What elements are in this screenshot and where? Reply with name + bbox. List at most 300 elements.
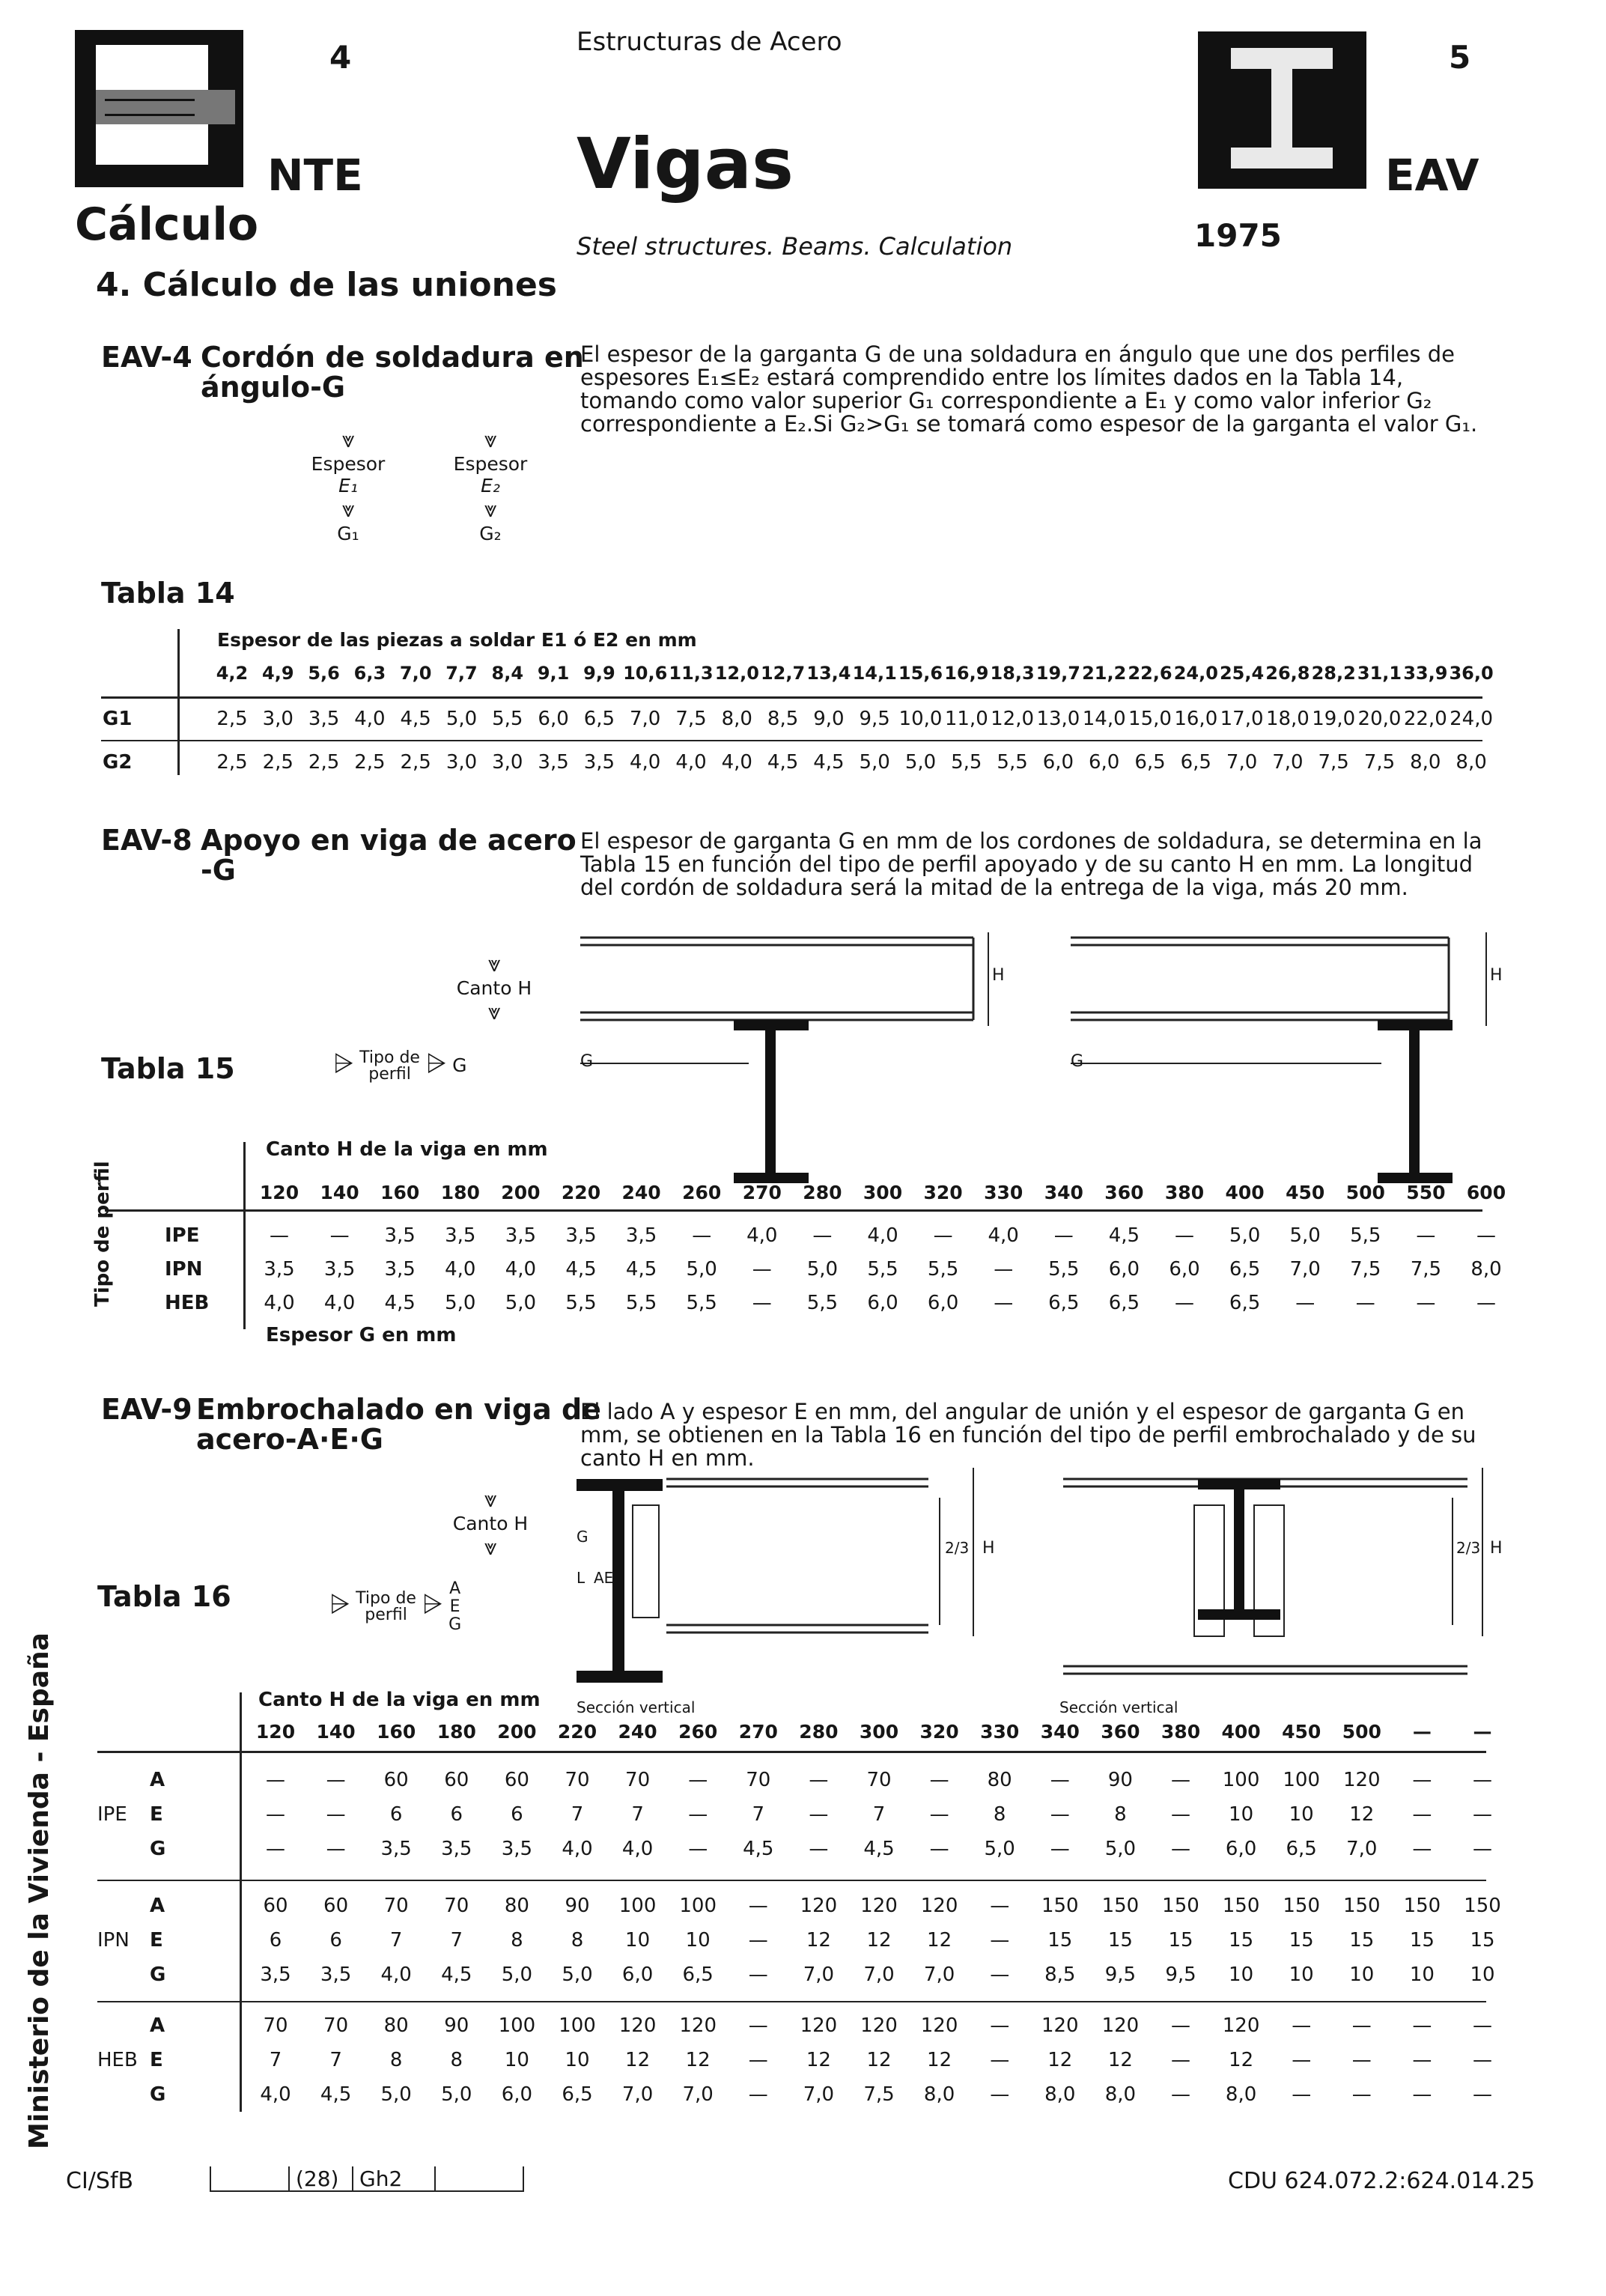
tabla16-header: Canto H de la viga en mm xyxy=(258,1689,541,1711)
table-header-cell: 600 xyxy=(1466,1182,1506,1203)
table-cell: 4,5 xyxy=(441,1964,472,1986)
ministry-sidebar: Ministerio de la Vivienda - España xyxy=(24,1633,55,2149)
table-cell: — xyxy=(990,1895,1010,1917)
table-cell: 3,5 xyxy=(260,1964,291,1986)
table-cell: 8 xyxy=(389,2049,403,2071)
table-header-cell: 360 xyxy=(1101,1721,1140,1743)
table-cell: 12 xyxy=(927,1929,952,1952)
table-cell: 6,5 xyxy=(562,2083,593,2106)
table-header-cell: 120 xyxy=(255,1721,296,1743)
table-header-cell: 280 xyxy=(803,1182,842,1203)
table-cell: 5,0 xyxy=(1104,1838,1137,1860)
table-cell: 8,0 xyxy=(1225,2083,1257,2106)
eav9-heading: Embrochalado en viga de xyxy=(196,1393,601,1426)
table-cell: 5,0 xyxy=(505,1292,537,1314)
page-title: Vigas xyxy=(577,124,794,205)
table-cell: 7,0 xyxy=(803,1964,835,1986)
table-header-cell: 21,2 xyxy=(1082,663,1127,684)
table-cell: 5,0 xyxy=(445,708,478,730)
table-header-cell: 9,9 xyxy=(583,663,615,684)
table-cell: 15 xyxy=(1047,1929,1073,1952)
table-cell: 6,5 xyxy=(1286,1838,1317,1860)
table-header-cell: 7,7 xyxy=(445,663,478,684)
table-cell: 3,5 xyxy=(625,1224,657,1247)
eav9-code: EAV-9 xyxy=(101,1393,192,1426)
table-cell: 7,0 xyxy=(803,2083,835,2106)
table-cell: 12 xyxy=(866,2049,892,2071)
footer-cdu: CDU 624.072.2:624.014.25 xyxy=(1228,2168,1536,2194)
table-cell: — xyxy=(994,1292,1014,1314)
table-cell: 120 xyxy=(1101,2014,1140,2037)
page-number-right: 5 xyxy=(1449,39,1471,76)
table-cell: 9,5 xyxy=(859,708,890,730)
english-subtitle: Steel structures. Beams. Calculation xyxy=(577,232,1013,261)
table-cell: 4,0 xyxy=(630,751,661,774)
table-cell: 5,0 xyxy=(806,1258,839,1281)
table-cell: 9,5 xyxy=(1104,1964,1137,1986)
table-cell: — xyxy=(688,1769,708,1791)
table-cell: — xyxy=(994,1258,1014,1281)
table-cell: 20,0 xyxy=(1357,708,1402,730)
table-cell: 8,0 xyxy=(1456,751,1487,774)
table-header-cell: 300 xyxy=(863,1182,903,1203)
table-header-cell: 13,4 xyxy=(806,663,851,684)
table-header-cell: 340 xyxy=(1040,1721,1080,1743)
table-cell: 5,5 xyxy=(625,1292,657,1314)
table-header-cell: — xyxy=(1473,1721,1492,1743)
footer-box2: Gh2 xyxy=(359,2166,403,2191)
table-cell: — xyxy=(929,1803,949,1826)
table-header-cell: 330 xyxy=(980,1721,1020,1743)
table-cell: — xyxy=(1412,2014,1432,2037)
table-header-cell: 240 xyxy=(621,1182,661,1203)
table-header-cell: 8,4 xyxy=(491,663,524,684)
table-cell: 5,0 xyxy=(984,1838,1015,1860)
table-cell: — xyxy=(266,1769,285,1791)
table-cell: — xyxy=(1473,1838,1492,1860)
table-cell: 8 xyxy=(511,1929,523,1952)
table-header-cell: 400 xyxy=(1225,1182,1265,1203)
table-cell: 5,0 xyxy=(562,1964,593,1986)
table-header-cell: 380 xyxy=(1161,1721,1201,1743)
table-cell: 3,5 xyxy=(384,1224,416,1247)
eav8-h-left: H xyxy=(992,966,1005,985)
table-header-cell: 120 xyxy=(259,1182,299,1203)
table-cell: 3,5 xyxy=(320,1964,352,1986)
table-cell: 70 xyxy=(323,2014,349,2037)
flow-g: G xyxy=(448,1615,462,1634)
arrow-icon: ⩔ xyxy=(484,427,497,453)
table-cell: 15 xyxy=(1229,1929,1254,1952)
tabla15-side: Tipo de perfil xyxy=(91,1161,114,1307)
table-cell: 3,5 xyxy=(441,1838,472,1860)
table-cell: 6 xyxy=(511,1803,523,1826)
eav9-h-left: H xyxy=(982,1539,995,1558)
table-cell: 15 xyxy=(1289,1929,1314,1952)
eav9-frac-right: 2/3 xyxy=(1456,1539,1481,1557)
table-header-cell: 330 xyxy=(984,1182,1023,1203)
eav9-paragraph: El lado A y espesor E en mm, del angular de unión y el espesor de garganta G en mm, se obtienen en la Tabla 16 en función del tipo de perfil embrochalado y de su canto H en mm. xyxy=(580,1399,1476,1471)
table-cell: — xyxy=(1292,2083,1312,2106)
footer-cisfb: CI/SfB xyxy=(66,2168,134,2194)
table-header-cell: 18,3 xyxy=(990,663,1035,684)
table-cell: 12 xyxy=(1229,2049,1254,2071)
table-cell: 4,0 xyxy=(562,1838,593,1860)
table-cell: 5,5 xyxy=(997,751,1028,774)
table-header-cell: 6,3 xyxy=(353,663,386,684)
eav9-g-label: G xyxy=(577,1528,588,1546)
table-header-cell: 500 xyxy=(1342,1721,1381,1743)
table-cell: — xyxy=(692,1224,712,1247)
table-cell: 3,5 xyxy=(323,1258,356,1281)
table-cell: 60 xyxy=(263,1895,288,1917)
table-cell: 12 xyxy=(1349,1803,1375,1826)
table-cell: 70 xyxy=(263,2014,288,2037)
row-label: G xyxy=(150,1964,166,1986)
table-cell: 4,5 xyxy=(813,751,845,774)
table-cell: — xyxy=(1412,1803,1432,1826)
table-cell: 120 xyxy=(1222,2014,1260,2037)
footer-box1: (28) xyxy=(296,2166,339,2191)
table-cell: 13,0 xyxy=(1036,708,1080,730)
table-header-cell: 450 xyxy=(1286,1182,1325,1203)
tabla15-footer: Espesor G en mm xyxy=(266,1324,457,1346)
table-cell: — xyxy=(1473,2049,1492,2071)
table-cell: 150 xyxy=(1162,1895,1199,1917)
table-header-cell: 5,6 xyxy=(308,663,340,684)
table-cell: — xyxy=(1175,1224,1194,1247)
table-header-cell: 400 xyxy=(1221,1721,1261,1743)
arrow-icon: ⩔ xyxy=(484,1534,497,1561)
table-cell: 2,5 xyxy=(354,751,386,774)
section-vertical-1: Sección vertical xyxy=(577,1698,696,1716)
table-cell: 12 xyxy=(806,1929,831,1952)
table-cell: 5,5 xyxy=(686,1292,717,1314)
table-cell: 6,5 xyxy=(682,1964,714,1986)
table-header-cell: 160 xyxy=(380,1182,420,1203)
table-cell: 7,5 xyxy=(1363,751,1396,774)
table-cell: 70 xyxy=(746,1769,771,1791)
table-cell: 6,5 xyxy=(1229,1292,1261,1314)
table-header-cell: 31,1 xyxy=(1357,663,1402,684)
table-cell: 5,0 xyxy=(445,1292,476,1314)
table-header-cell: 28,2 xyxy=(1311,663,1356,684)
table-cell: 120 xyxy=(800,1895,838,1917)
table-cell: 4,0 xyxy=(354,708,386,730)
table-cell: 10 xyxy=(625,1929,651,1952)
table-cell: — xyxy=(1476,1224,1496,1247)
table-cell: 8 xyxy=(993,1803,1006,1826)
table-cell: 12 xyxy=(1047,2049,1073,2071)
series-title: Estructuras de Acero xyxy=(577,27,842,57)
table-cell: 10 xyxy=(1289,1964,1314,1986)
table-cell: 10 xyxy=(1229,1964,1254,1986)
table-cell: 8,0 xyxy=(923,2083,955,2106)
table-cell: — xyxy=(1171,2083,1190,2106)
eav9-heading2: acero-A·E·G xyxy=(196,1423,383,1456)
table-cell: — xyxy=(990,1964,1010,1986)
flow-perfil: perfil xyxy=(368,1065,411,1084)
table-cell: 8,5 xyxy=(767,708,799,730)
table-cell: — xyxy=(270,1224,289,1247)
table-cell: — xyxy=(1412,2083,1432,2106)
table-cell: 19,0 xyxy=(1312,708,1356,730)
table-cell: 9,0 xyxy=(813,708,845,730)
table-cell: 4,0 xyxy=(323,1292,356,1314)
table-cell: — xyxy=(1473,2083,1492,2106)
table-cell: 4,5 xyxy=(565,1258,597,1281)
table-cell: 150 xyxy=(1101,1895,1140,1917)
table-cell: 4,5 xyxy=(743,1838,774,1860)
subtitle-calculo: Cálculo xyxy=(75,198,259,251)
table-header-cell: 260 xyxy=(678,1721,718,1743)
table-cell: 120 xyxy=(920,2014,958,2037)
table-cell: 2,5 xyxy=(308,751,340,774)
table-cell: — xyxy=(329,1224,350,1247)
table-cell: — xyxy=(812,1224,833,1247)
table-cell: 16,0 xyxy=(1174,708,1218,730)
table-cell: 4,0 xyxy=(621,1838,654,1860)
table-cell: 6 xyxy=(450,1803,463,1826)
table-cell: 60 xyxy=(504,1769,529,1791)
table-cell: 11,0 xyxy=(944,708,988,730)
table-cell: 100 xyxy=(679,1895,717,1917)
table-cell: 150 xyxy=(1464,1895,1501,1917)
table-cell: 150 xyxy=(1222,1895,1260,1917)
table-header-cell: 22,6 xyxy=(1128,663,1172,684)
table-cell: 6,0 xyxy=(1042,751,1074,774)
table-header-cell: 12,7 xyxy=(760,663,806,684)
flow-sub: E₁ xyxy=(338,475,358,496)
tabla15-label: Tabla 15 xyxy=(101,1052,235,1085)
table-cell: 120 xyxy=(920,1895,958,1917)
table-cell: 12 xyxy=(806,2049,831,2071)
flow-g: G xyxy=(452,1054,467,1076)
eav4-heading2: ángulo-G xyxy=(201,371,346,404)
table-cell: — xyxy=(929,1769,949,1791)
table-cell: 4,5 xyxy=(400,708,431,730)
table-cell: — xyxy=(1412,2049,1432,2071)
table-cell: 5,5 xyxy=(806,1292,839,1314)
table-cell: 7,0 xyxy=(1272,751,1304,774)
table-cell: 150 xyxy=(1342,1895,1381,1917)
table-cell: 6,5 xyxy=(1229,1258,1261,1281)
flow-e: E xyxy=(449,1597,460,1616)
table-header-cell: 12,0 xyxy=(714,663,759,684)
table-cell: — xyxy=(1476,1292,1496,1314)
table-cell: 5,5 xyxy=(565,1292,597,1314)
table-cell: 5,0 xyxy=(1229,1224,1261,1247)
table-cell: 10 xyxy=(1229,1803,1254,1826)
table-cell: 15 xyxy=(1409,1929,1435,1952)
table-cell: 6,5 xyxy=(1180,751,1211,774)
table-cell: 12 xyxy=(927,2049,952,2071)
table-cell: — xyxy=(1351,2083,1372,2106)
table-cell: — xyxy=(1171,1769,1190,1791)
table-header-cell: 9,1 xyxy=(537,663,570,684)
table-header-cell: 24,0 xyxy=(1173,663,1218,684)
row-label: IPN xyxy=(165,1258,203,1281)
table-cell: — xyxy=(752,1292,772,1314)
eav8-heading: Apoyo en viga de acero xyxy=(201,824,577,857)
table-cell: 10 xyxy=(1349,1964,1375,1986)
table-header-cell: 320 xyxy=(919,1721,959,1743)
table-cell: 8,0 xyxy=(1044,2083,1076,2106)
table-cell: 6 xyxy=(389,1803,403,1826)
table-cell: — xyxy=(1473,1803,1492,1826)
table-cell: 4,0 xyxy=(988,1224,1019,1247)
table-cell: 4,5 xyxy=(384,1292,416,1314)
flow-label: Canto H xyxy=(452,1513,529,1534)
row-label: HEB xyxy=(165,1292,210,1314)
table-cell: 7,5 xyxy=(1318,751,1349,774)
eav8-code: EAV-8 xyxy=(101,824,192,857)
table-header-cell: 200 xyxy=(497,1721,537,1743)
group-label: IPE xyxy=(97,1803,127,1826)
flow-tipo: Tipo de xyxy=(356,1589,416,1608)
table-cell: 4,0 xyxy=(264,1292,295,1314)
table-cell: 12 xyxy=(625,2049,651,2071)
table-cell: — xyxy=(688,1838,708,1860)
table-header-cell: 360 xyxy=(1104,1182,1144,1203)
table-cell: 4,0 xyxy=(867,1224,898,1247)
arrow-icon: ⩔ xyxy=(341,496,355,523)
table-header-cell: 14,1 xyxy=(852,663,897,684)
eav-label: EAV xyxy=(1385,150,1479,201)
table-header-cell: 10,6 xyxy=(623,663,668,684)
table-cell: — xyxy=(990,2049,1010,2071)
table-cell: 3,5 xyxy=(505,1224,537,1247)
table-header-cell: 15,6 xyxy=(898,663,943,684)
table-cell: 9,5 xyxy=(1165,1964,1196,1986)
table-cell: — xyxy=(1351,2014,1372,2037)
table-cell: 4,5 xyxy=(625,1258,657,1281)
flow-tipo: Tipo de xyxy=(359,1048,420,1067)
row-label: G xyxy=(150,2083,166,2106)
table-cell: 3,5 xyxy=(308,708,340,730)
flow-result: G₂ xyxy=(479,523,502,544)
table-header-cell: 280 xyxy=(799,1721,839,1743)
table-cell: 8,0 xyxy=(1410,751,1441,774)
table-cell: 10 xyxy=(1470,1964,1495,1986)
table-cell: 15 xyxy=(1107,1929,1133,1952)
table-cell: — xyxy=(748,2083,768,2106)
chevron-icon: ⩥ xyxy=(333,1048,354,1078)
table-header-cell: 36,0 xyxy=(1449,663,1494,684)
table-header-cell: 140 xyxy=(316,1721,356,1743)
chevron-icon: ⩥ xyxy=(329,1589,350,1619)
table-cell: 100 xyxy=(1283,1769,1320,1791)
table-cell: — xyxy=(1050,1769,1070,1791)
table-cell: 120 xyxy=(1041,2014,1079,2037)
table-cell: 6,5 xyxy=(583,708,615,730)
row-label: E xyxy=(150,2049,163,2071)
table-cell: 7 xyxy=(752,1803,765,1826)
table-cell: 5,0 xyxy=(904,751,937,774)
table-cell: 2,5 xyxy=(400,751,431,774)
table-header-cell: 180 xyxy=(440,1182,480,1203)
table-cell: 7,5 xyxy=(1350,1258,1381,1281)
table-cell: 3,5 xyxy=(583,751,615,774)
table-cell: 7,0 xyxy=(621,2083,654,2106)
table-cell: 8 xyxy=(450,2049,463,2071)
table-cell: 3,0 xyxy=(445,751,478,774)
table-cell: 15 xyxy=(1349,1929,1375,1952)
table-cell: 4,5 xyxy=(320,2083,352,2106)
table-cell: 150 xyxy=(1041,1895,1079,1917)
table-cell: 6,0 xyxy=(621,1964,654,1986)
table-cell: 5,5 xyxy=(1350,1224,1381,1247)
table-cell: 5,0 xyxy=(1289,1224,1321,1247)
table-cell: 6,0 xyxy=(1225,1838,1257,1860)
table-cell: 7,0 xyxy=(863,1964,895,1986)
table-cell: 7 xyxy=(389,1929,403,1952)
table-cell: 4,0 xyxy=(746,1224,778,1247)
table-cell: 3,5 xyxy=(538,751,569,774)
table-cell: 4,0 xyxy=(260,2083,291,2106)
table-cell: 100 xyxy=(559,2014,596,2037)
table-cell: 5,5 xyxy=(492,708,523,730)
table-cell: — xyxy=(1175,1292,1194,1314)
table-cell: 4,0 xyxy=(675,751,707,774)
table-cell: — xyxy=(748,1929,768,1952)
table-cell: — xyxy=(266,1803,285,1826)
table-cell: — xyxy=(748,1964,768,1986)
table-cell: 4,0 xyxy=(505,1258,537,1281)
group-label: HEB xyxy=(97,2049,138,2071)
table-header-cell: 500 xyxy=(1345,1182,1385,1203)
table-cell: 100 xyxy=(1222,1769,1260,1791)
table-header-cell: — xyxy=(1412,1721,1432,1743)
table-cell: 10 xyxy=(1409,1964,1435,1986)
table-cell: 7 xyxy=(450,1929,463,1952)
eav9-ae-label: AE xyxy=(594,1569,614,1587)
row-label: G xyxy=(150,1838,166,1860)
table-cell: 5,0 xyxy=(380,2083,412,2106)
table-cell: — xyxy=(748,2014,768,2037)
table-cell: 4,0 xyxy=(721,751,752,774)
table-cell: — xyxy=(1050,1803,1070,1826)
table-cell: 7,0 xyxy=(1226,751,1258,774)
table-cell: — xyxy=(748,1895,768,1917)
eav9-l-label: L xyxy=(577,1569,585,1587)
table-cell: — xyxy=(1292,2049,1312,2071)
table-cell: 10 xyxy=(565,2049,590,2071)
table-cell: 90 xyxy=(444,2014,469,2037)
table-cell: 8 xyxy=(1114,1803,1127,1826)
table-cell: 6,0 xyxy=(501,2083,533,2106)
table-header-cell: 220 xyxy=(561,1182,601,1203)
row-label: E xyxy=(150,1929,163,1952)
table-cell: 6,5 xyxy=(1108,1292,1140,1314)
table-cell: 12 xyxy=(685,2049,711,2071)
table-cell: 7 xyxy=(872,1803,886,1826)
table-cell: 10 xyxy=(685,1929,711,1952)
table-header-cell: 270 xyxy=(742,1182,782,1203)
table-header-cell: 4,9 xyxy=(262,663,294,684)
table-cell: — xyxy=(1171,2049,1190,2071)
table-cell: 7 xyxy=(631,1803,644,1826)
table-header-cell: 140 xyxy=(320,1182,359,1203)
table-cell: — xyxy=(990,2014,1010,2037)
table-cell: 7,5 xyxy=(1410,1258,1442,1281)
table-cell: 15,0 xyxy=(1128,708,1172,730)
table-cell: 3,5 xyxy=(565,1224,597,1247)
section-vertical-2: Sección vertical xyxy=(1059,1698,1178,1716)
table-cell: 24,0 xyxy=(1450,708,1494,730)
table-cell: 5,0 xyxy=(686,1258,717,1281)
table-header-cell: 550 xyxy=(1406,1182,1446,1203)
